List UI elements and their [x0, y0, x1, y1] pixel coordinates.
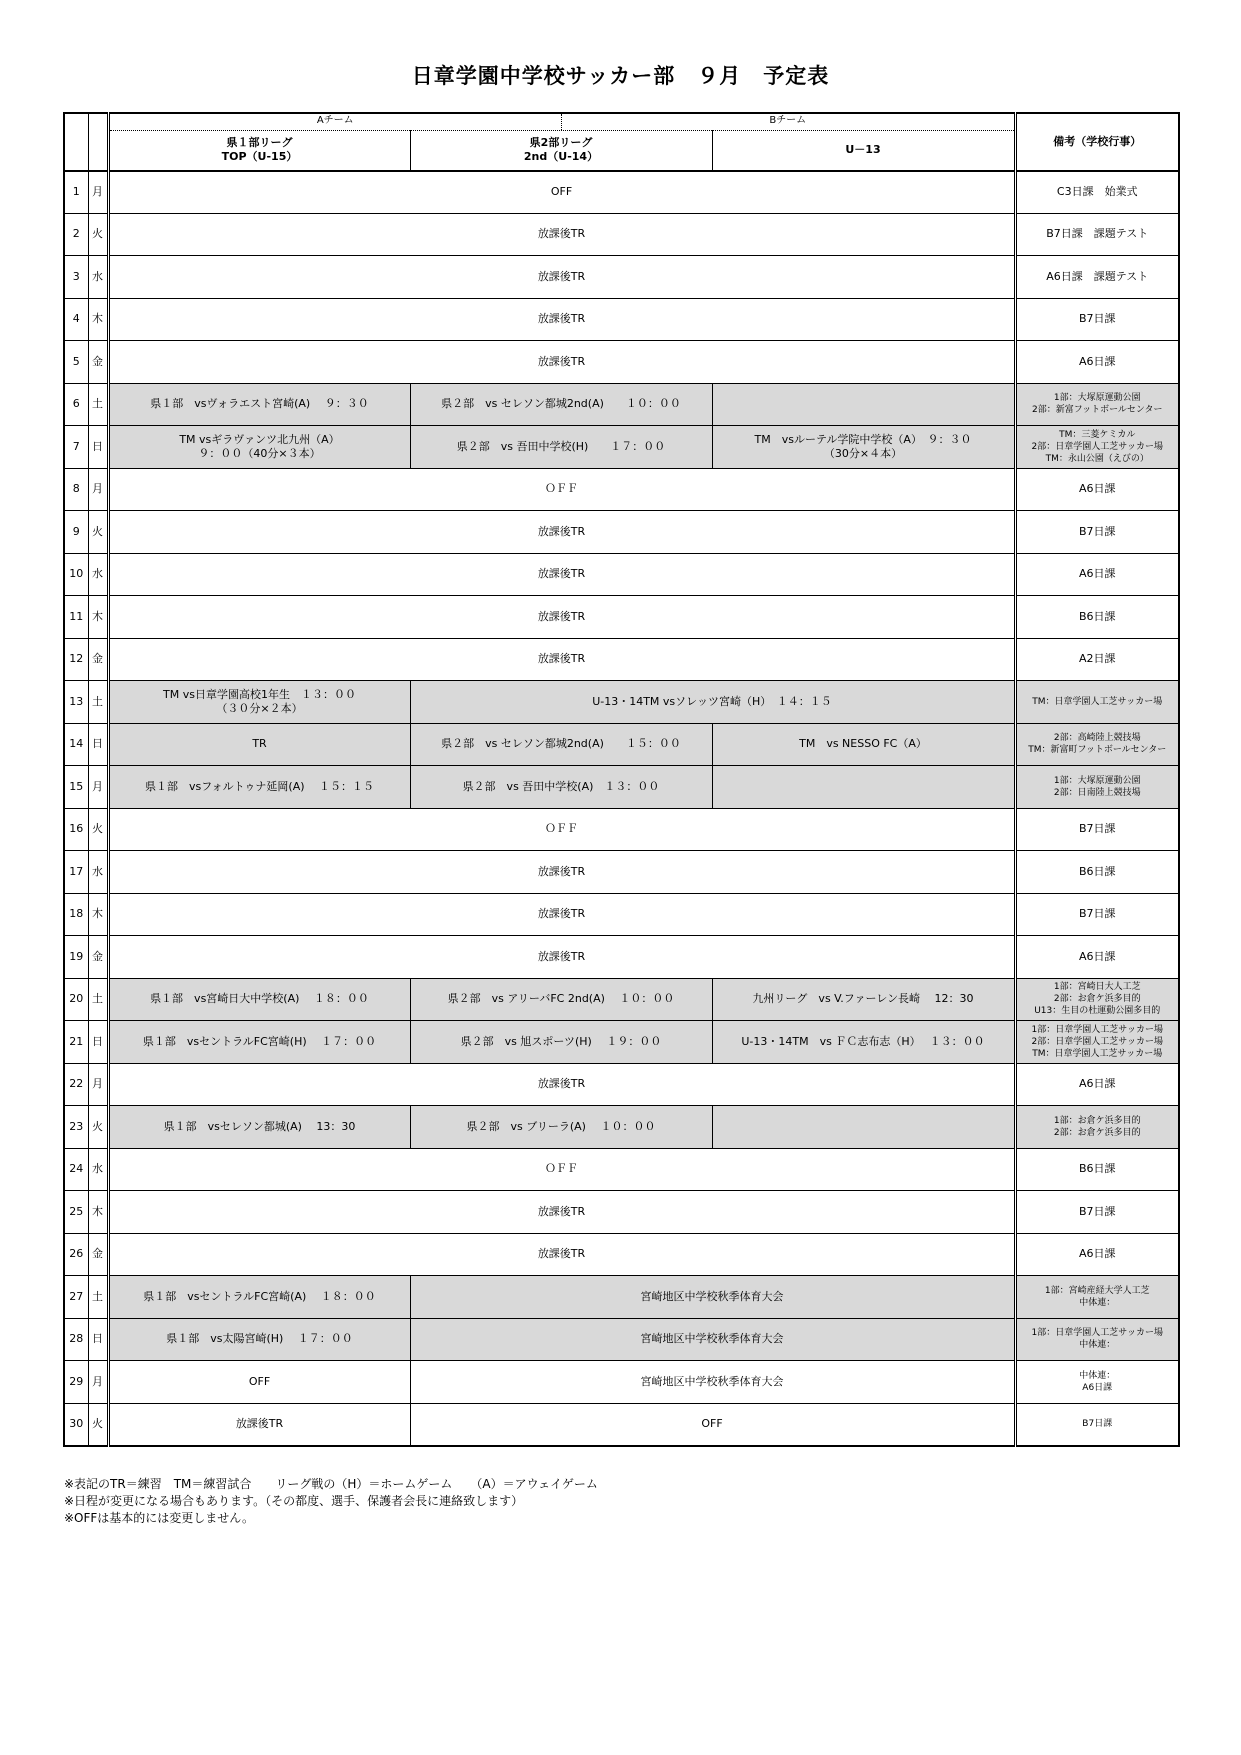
team-b-label: Bチーム	[561, 114, 1014, 130]
league2-activity: 県２部 vs セレソン都城2nd(A) １０：００	[410, 383, 712, 426]
all-teams-activity: ＯＦＦ	[108, 468, 1015, 511]
day-number: 11	[64, 596, 88, 639]
u13-activity: TM vsルーテル学院中学校（A） ９：３０ （30分×４本）	[712, 426, 1015, 469]
team-b-activity: U-13・14TM vsソレッツ宮崎（H） １４：１５	[410, 681, 1015, 724]
league1-subtitle: TOP（U-15）	[221, 150, 298, 164]
all-teams-activity: ＯＦＦ	[108, 808, 1015, 851]
weekday: 土	[88, 1276, 108, 1319]
school-event-note: A6日課	[1015, 936, 1179, 979]
weekday: 火	[88, 1403, 108, 1446]
schedule-row	[64, 1021, 1179, 1064]
schedule-row	[64, 1233, 1179, 1276]
team-b-activity: 宮崎地区中学校秋季体育大会	[410, 1361, 1015, 1404]
all-teams-activity: 放課後TR	[108, 256, 1015, 299]
school-event-note: A6日課	[1015, 468, 1179, 511]
day-number: 25	[64, 1191, 88, 1234]
day-number: 30	[64, 1403, 88, 1446]
team-header	[108, 113, 1015, 131]
weekday: 木	[88, 298, 108, 341]
u13-activity: 九州リーグ vs V.ファーレン長崎 12：30	[712, 978, 1015, 1021]
day-number: 14	[64, 723, 88, 766]
weekday: 日	[88, 1318, 108, 1361]
weekday: 木	[88, 893, 108, 936]
schedule-row	[64, 1361, 1179, 1404]
all-teams-activity: 放課後TR	[108, 936, 1015, 979]
league1-activity: 県１部 vsセントラルFC宮崎(H) １７：００	[108, 1021, 410, 1064]
weekday: 金	[88, 1233, 108, 1276]
weekday: 水	[88, 851, 108, 894]
schedule-row	[64, 511, 1179, 554]
school-event-note: 1部：大塚原運動公園 2部：日南陸上競技場	[1015, 766, 1179, 809]
league2-subtitle: 2nd（U-14）	[523, 150, 599, 164]
day-number: 13	[64, 681, 88, 724]
league1-activity: 県１部 vsヴォラエスト宮崎(A) ９：３０	[108, 383, 410, 426]
schedule-row	[64, 426, 1179, 469]
schedule-row	[64, 171, 1179, 214]
schedule-row	[64, 383, 1179, 426]
school-event-note: TM：日章学園人工芝サッカー場	[1015, 681, 1179, 724]
notes-header: 備考（学校行事）	[1015, 113, 1179, 171]
weekday: 火	[88, 511, 108, 554]
weekday: 水	[88, 553, 108, 596]
weekday: 水	[88, 1148, 108, 1191]
league2-activity: 県２部 vs アリーバFC 2nd(A) １０：００	[410, 978, 712, 1021]
school-event-note: 1部：日章学園人工芝サッカー場 2部：日章学園人工芝サッカー場 TM：日章学園人工芝サッカー場	[1015, 1021, 1179, 1064]
school-event-note: A6日課	[1015, 341, 1179, 384]
day-number: 29	[64, 1361, 88, 1404]
weekday: 木	[88, 1191, 108, 1234]
school-event-note: B6日課	[1015, 596, 1179, 639]
school-event-note: A6日課	[1015, 1233, 1179, 1276]
school-event-note: TM：三菱ケミカル 2部：日章学園人工芝サッカー場 TM：永山公園（えびの）	[1015, 426, 1179, 469]
day-number: 24	[64, 1148, 88, 1191]
schedule-row	[64, 596, 1179, 639]
league2-activity: 県２部 vs ブリーラ(A) １０：００	[410, 1106, 712, 1149]
all-teams-activity: 放課後TR	[108, 213, 1015, 256]
team-b-activity: 宮崎地区中学校秋季体育大会	[410, 1276, 1015, 1319]
day-number: 10	[64, 553, 88, 596]
weekday: 日	[88, 1021, 108, 1064]
day-number: 20	[64, 978, 88, 1021]
league1-activity: 放課後TR	[108, 1403, 410, 1446]
day-number: 27	[64, 1276, 88, 1319]
league1-activity: TR	[108, 723, 410, 766]
schedule-row	[64, 978, 1179, 1021]
schedule-row	[64, 298, 1179, 341]
day-number: 9	[64, 511, 88, 554]
day-number: 23	[64, 1106, 88, 1149]
all-teams-activity: 放課後TR	[108, 1191, 1015, 1234]
team-b-activity: OFF	[410, 1403, 1015, 1446]
school-event-note: A6日課	[1015, 1063, 1179, 1106]
schedule-row	[64, 1403, 1179, 1446]
school-event-note: B7日課	[1015, 298, 1179, 341]
day-number: 19	[64, 936, 88, 979]
schedule-row	[64, 723, 1179, 766]
weekday: 日	[88, 426, 108, 469]
team-a-label: Aチーム	[316, 115, 354, 126]
day-number: 1	[64, 171, 88, 214]
league1-activity: 県１部 vsフォルトゥナ延岡(A) １５：１５	[108, 766, 410, 809]
all-teams-activity: 放課後TR	[108, 1233, 1015, 1276]
school-event-note: B7日課	[1015, 1191, 1179, 1234]
schedule-row	[64, 808, 1179, 851]
day-number: 4	[64, 298, 88, 341]
league1-activity: 県１部 vs太陽宮崎(H) １７：００	[108, 1318, 410, 1361]
all-teams-activity: ＯＦＦ	[108, 1148, 1015, 1191]
day-number: 22	[64, 1063, 88, 1106]
school-event-note: C3日課 始業式	[1015, 171, 1179, 214]
school-event-note: 2部：高崎陸上競技場 TM：新富町フットボールセンター	[1015, 723, 1179, 766]
day-number: 16	[64, 808, 88, 851]
u13-activity	[712, 383, 1015, 426]
schedule-row	[64, 468, 1179, 511]
day-number: 3	[64, 256, 88, 299]
league2-activity: 県２部 vs 吾田中学校(H) １７：００	[410, 426, 712, 469]
all-teams-activity: 放課後TR	[108, 893, 1015, 936]
school-event-note: B7日課 課題テスト	[1015, 213, 1179, 256]
school-event-note: A6日課	[1015, 553, 1179, 596]
weekday: 火	[88, 1106, 108, 1149]
schedule-row	[64, 213, 1179, 256]
schedule-row	[64, 681, 1179, 724]
day-number: 8	[64, 468, 88, 511]
footnotes	[64, 1476, 598, 1527]
league1-activity: 県１部 vsセレソン都城(A) 13：30	[108, 1106, 410, 1149]
schedule-row	[64, 553, 1179, 596]
day-number: 17	[64, 851, 88, 894]
weekday: 月	[88, 468, 108, 511]
u13-activity	[712, 1106, 1015, 1149]
schedule-table	[63, 112, 1180, 1447]
school-event-note: A2日課	[1015, 638, 1179, 681]
weekday: 土	[88, 383, 108, 426]
school-event-note: B7日課	[1015, 808, 1179, 851]
weekday: 月	[88, 1361, 108, 1404]
all-teams-activity: 放課後TR	[108, 298, 1015, 341]
school-event-note: B7日課	[1015, 511, 1179, 554]
all-teams-activity: 放課後TR	[108, 341, 1015, 384]
day-number: 15	[64, 766, 88, 809]
weekday: 土	[88, 978, 108, 1021]
weekday: 土	[88, 681, 108, 724]
school-event-note: A6日課 課題テスト	[1015, 256, 1179, 299]
day-number: 5	[64, 341, 88, 384]
schedule-row	[64, 1191, 1179, 1234]
u13-activity: U-13・14TM vs ＦＣ志布志（H） １３：００	[712, 1021, 1015, 1064]
all-teams-activity: 放課後TR	[108, 1063, 1015, 1106]
weekday: 火	[88, 808, 108, 851]
school-event-note: B7日課	[1015, 1403, 1179, 1446]
weekday: 月	[88, 171, 108, 214]
school-event-note: 1部：宮崎産経大学人工芝 中体連：	[1015, 1276, 1179, 1319]
all-teams-activity: 放課後TR	[108, 553, 1015, 596]
league1-activity: 県１部 vsセントラルFC宮崎(A) １８：００	[108, 1276, 410, 1319]
page-title: 日章学園中学校サッカー部 ９月 予定表	[411, 64, 830, 88]
league1-activity: TM vs日章学園高校1年生 １３：００ （３０分×２本）	[108, 681, 410, 724]
schedule-row	[64, 893, 1179, 936]
schedule-row	[64, 638, 1179, 681]
schedule-row	[64, 1276, 1179, 1319]
all-teams-activity: OFF	[108, 171, 1015, 214]
school-event-note: 中体連： A6日課	[1015, 1361, 1179, 1404]
day-number: 26	[64, 1233, 88, 1276]
school-event-note: 1部：大塚原運動公園 2部：新富フットボールセンター	[1015, 383, 1179, 426]
schedule-row	[64, 341, 1179, 384]
schedule-row	[64, 766, 1179, 809]
schedule-row	[64, 1063, 1179, 1106]
footnote-line: ※日程が変更になる場合もあります。（その都度、選手、保護者会長に連絡致します）	[64, 1494, 524, 1508]
weekday: 金	[88, 638, 108, 681]
all-teams-activity: 放課後TR	[108, 851, 1015, 894]
all-teams-activity: 放課後TR	[108, 596, 1015, 639]
league1-activity: 県１部 vs宮崎日大中学校(A) １８：００	[108, 978, 410, 1021]
league2-title: 県2部リーグ	[529, 136, 593, 150]
schedule-row	[64, 851, 1179, 894]
league2-activity: 県２部 vs 旭スポーツ(H) １９：００	[410, 1021, 712, 1064]
u13-activity: TM vs NESSO FC（A）	[712, 723, 1015, 766]
schedule-row	[64, 1106, 1179, 1149]
all-teams-activity: 放課後TR	[108, 511, 1015, 554]
day-number: 6	[64, 383, 88, 426]
school-event-note: 1部：お倉ケ浜多目的 2部：お倉ケ浜多目的	[1015, 1106, 1179, 1149]
school-event-note: B7日課	[1015, 893, 1179, 936]
school-event-note: 1部：宮崎日大人工芝 2部：お倉ケ浜多目的 U13：生目の杜運動公園多目的	[1015, 978, 1179, 1021]
day-number: 2	[64, 213, 88, 256]
header-corner	[64, 113, 88, 171]
schedule-row	[64, 1148, 1179, 1191]
team-b-activity: 宮崎地区中学校秋季体育大会	[410, 1318, 1015, 1361]
school-event-note: B6日課	[1015, 851, 1179, 894]
schedule-row	[64, 936, 1179, 979]
league2-activity: 県２部 vs セレソン都城2nd(A) １５：００	[410, 723, 712, 766]
header-corner-wd	[88, 113, 108, 171]
school-event-note: 1部：日章学園人工芝サッカー場 中体連：	[1015, 1318, 1179, 1361]
weekday: 木	[88, 596, 108, 639]
weekday: 日	[88, 723, 108, 766]
day-number: 21	[64, 1021, 88, 1064]
all-teams-activity: 放課後TR	[108, 638, 1015, 681]
school-event-note: B6日課	[1015, 1148, 1179, 1191]
day-number: 7	[64, 426, 88, 469]
weekday: 月	[88, 1063, 108, 1106]
weekday: 水	[88, 256, 108, 299]
league2-activity: 県２部 vs 吾田中学校(A) １３：００	[410, 766, 712, 809]
day-number: 18	[64, 893, 88, 936]
schedule-row	[64, 256, 1179, 299]
footnote-line: ※OFFは基本的には変更しません。	[64, 1511, 255, 1525]
col-header-league1	[108, 131, 410, 171]
schedule-row	[64, 1318, 1179, 1361]
weekday: 月	[88, 766, 108, 809]
weekday: 金	[88, 341, 108, 384]
col-header-u13: U－13	[712, 131, 1015, 171]
league1-title: 県１部リーグ	[226, 136, 293, 150]
league1-activity: OFF	[108, 1361, 410, 1404]
league1-activity: TM vsギラヴァンツ北九州（A） ９：００（40分×３本）	[108, 426, 410, 469]
u13-activity	[712, 766, 1015, 809]
weekday: 火	[88, 213, 108, 256]
day-number: 12	[64, 638, 88, 681]
day-number: 28	[64, 1318, 88, 1361]
col-header-league2	[410, 131, 712, 171]
weekday: 金	[88, 936, 108, 979]
footnote-line: ※表記のTR＝練習 TM＝練習試合 リーグ戦の（H）＝ホームゲーム （A）＝アウェイゲーム	[64, 1477, 598, 1491]
